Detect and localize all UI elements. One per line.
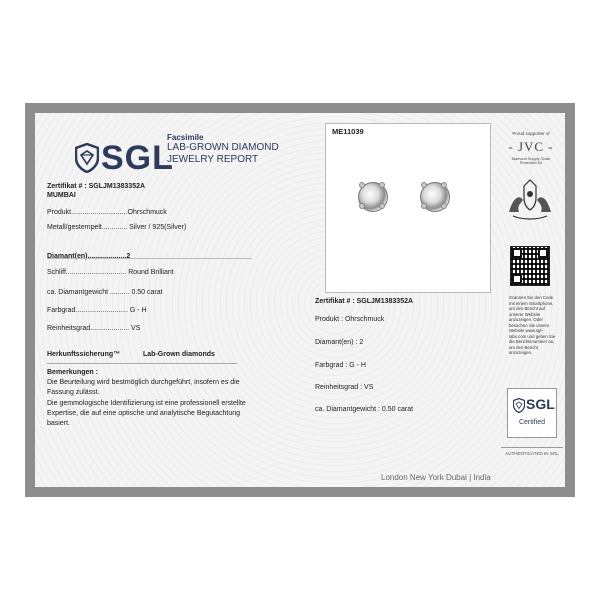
right-row-gewicht: ca. Diamantgewicht : 0.50 carat xyxy=(315,406,414,413)
proud-supporter: Proud supporter of xyxy=(512,131,550,136)
prong xyxy=(441,203,447,209)
left-row-metall: Metall/gestempelt............. Silver / 925(Silver) xyxy=(47,224,187,231)
herkunft-value: Lab-Grown diamonds xyxy=(143,351,215,358)
left-city: MUMBAI xyxy=(47,192,76,199)
bemerkungen-line: Die gemmologische Identifizierung ist eine professionell erstellte xyxy=(47,400,246,407)
right-row-diamanten: Diamant(en) : 2 xyxy=(315,339,364,346)
left-row-farbgrad xyxy=(47,306,147,315)
facsimile-label: Facsimile xyxy=(167,133,204,142)
herkunft-label: Herkunftssicherung™ xyxy=(47,351,121,358)
product-photo xyxy=(325,123,491,293)
photo-code: ME11039 xyxy=(332,127,364,136)
jvc-block xyxy=(503,131,559,165)
left-row-gewicht xyxy=(47,288,163,297)
sgl-certified-badge xyxy=(507,388,557,438)
qr-finder xyxy=(538,248,548,258)
jvc-logo: - JVC - xyxy=(508,139,554,154)
qr-finder xyxy=(512,274,522,284)
gewicht-label: ca. Diamantgewicht .......... xyxy=(47,289,130,296)
divider xyxy=(47,258,252,259)
bemerkungen-title: Bemerkungen : xyxy=(47,369,98,376)
report-title-line2: JEWELRY REPORT xyxy=(167,154,259,165)
left-cert-number: Zertifikat # : SGLJM1383352A xyxy=(47,183,146,190)
prong xyxy=(421,182,427,188)
reinheitsgrad-label: Reinheitsgrad.................... xyxy=(47,325,130,332)
farbgrad-value: G - H xyxy=(129,307,147,314)
reinheitsgrad-value: VS xyxy=(131,325,141,332)
bemerkungen-line: Expertise, die auf eine optische und analytische Begutachtung xyxy=(47,410,241,417)
logo-text: SGL xyxy=(101,139,174,177)
prong xyxy=(421,203,427,209)
qr-code[interactable] xyxy=(510,246,550,286)
prong xyxy=(379,182,385,188)
report-title xyxy=(167,142,279,166)
bemerkungen-line: basiert. xyxy=(47,420,70,427)
bemerkungen-line: Die Beurteilung wird bestmöglich durchgeführt, insofern es die xyxy=(47,379,240,386)
report-title-line1: LAB-GROWN DIAMOND xyxy=(167,142,279,153)
crest-icon xyxy=(505,178,555,224)
gewicht-value: 0.50 carat xyxy=(131,289,163,296)
right-row-produkt: Produkt : Ohrschmuck xyxy=(315,316,385,323)
qr-instructions: Scannen Sie den Code mit einem Smartphone, um den Bericht auf unserer Website anzuzeigen. Oder besuchen Sie unsere Website www.sgl-labs.com und geben Sie die Berichtsnummer an, um den Bericht anzuzeigen. xyxy=(509,295,556,355)
badge-logo-text: SGL xyxy=(526,396,555,412)
left-row-diamanten: Diamant(en)....................2 xyxy=(47,253,131,260)
bemerkungen-line: Fassung zulässt. xyxy=(47,389,100,396)
left-row-reinheitsgrad xyxy=(47,324,140,333)
right-cert-number: Zertifikat # : SGLJM1383352A xyxy=(315,298,414,305)
prong xyxy=(379,203,385,209)
schliff-value: Round Brilliant xyxy=(128,269,174,276)
divider xyxy=(47,363,237,364)
cities-footer: London New York Dubai | India xyxy=(381,473,491,482)
certificate-paper xyxy=(35,113,565,487)
right-row-farbgrad: Farbgrad : G - H xyxy=(315,362,366,369)
divider xyxy=(501,447,563,448)
schliff-label: Schliff............................... xyxy=(47,269,127,276)
left-row-produkt: Produkt.............................Ohrschmuck xyxy=(47,209,167,216)
jvc-subtitle: Diamond Supply Chain Protection Kit xyxy=(511,157,551,165)
badge-subtitle: Certified xyxy=(518,419,546,426)
authenticated-label: AUTHENTICATED IN SGL xyxy=(505,451,559,456)
right-row-reinheitsgrad: Reinheitsgrad : VS xyxy=(315,384,374,391)
qr-finder xyxy=(512,248,522,258)
prong xyxy=(441,182,447,188)
sgl-shield-icon xyxy=(513,398,525,413)
prong xyxy=(359,182,365,188)
farbgrad-label: Farbgrad........................... xyxy=(47,307,128,314)
prong xyxy=(359,203,365,209)
left-row-schliff xyxy=(47,268,174,277)
sgl-shield-icon xyxy=(75,143,99,173)
